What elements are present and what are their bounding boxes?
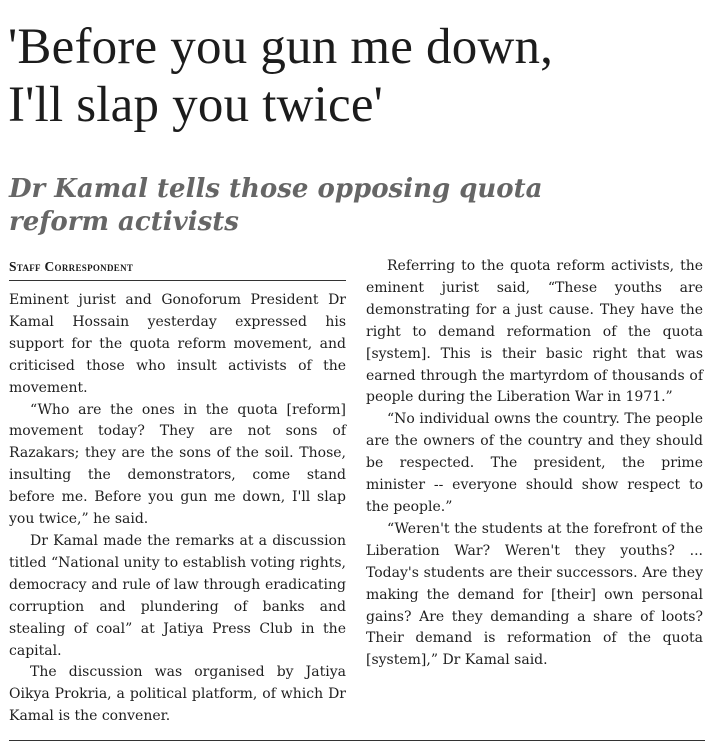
headline-line-1: 'Before you gun me down, [8,19,554,75]
article-column-left [9,290,346,728]
headline-line-2: I'll slap you twice' [8,77,384,133]
paragraph: Referring to the quota reform activists, the eminent jurist said, “These youths are demonstrating for a just cause. They have the right to demand reformation of the quota [system]. This is their basic right that was earned through the martyrdom of thousands of people during the Liberation War in 1971.” [366,258,703,406]
paragraph: The discussion was organised by Jatiya Oikya Prokria, a political platform, of which Dr Kamal is the convener. [9,664,346,725]
paragraph: Eminent jurist and Gonoforum President Dr Kamal Hossain yesterday expressed his support for the quota reform movement, and criticised those who insult activists of the movement. [9,292,346,396]
byline: Staff Correspondent [9,259,346,281]
paragraph: “Weren't the students at the forefront of the Liberation War? Weren't they youths? ... Today's students are their successors. Are they making the demand for [their] own personal gains? Are they demanding a share of loots? Their demand is reformation of the quota [system],” Dr Kamal said. [366,520,703,669]
bottom-divider [9,740,705,741]
paragraph: “No individual owns the country. The people are the owners of the country and they should be respected. The president, the prime minister -- everyone should show respect to the people.” [366,411,703,515]
subheadline-line-1: Dr Kamal tells those opposing quota [9,174,543,204]
article-column-right [366,256,703,672]
paragraph: “Who are the ones in the quota [reform] movement today? They are not sons of Razakars; they are the sons of the soil. Those, insulting the demonstrators, come stand before me. Before you gun me down, I'll slap you twice,” he said. [9,401,346,528]
paragraph: Dr Kamal made the remarks at a discussion titled “National unity to establish voting rights, democracy and rule of law through eradicating corruption and plundering of banks and stealing of coal” at Jatiya Press Club in the capital. [9,532,346,659]
article-subheadline [9,173,569,239]
article-headline [8,18,708,134]
subheadline-line-2: reform activists [9,207,239,237]
